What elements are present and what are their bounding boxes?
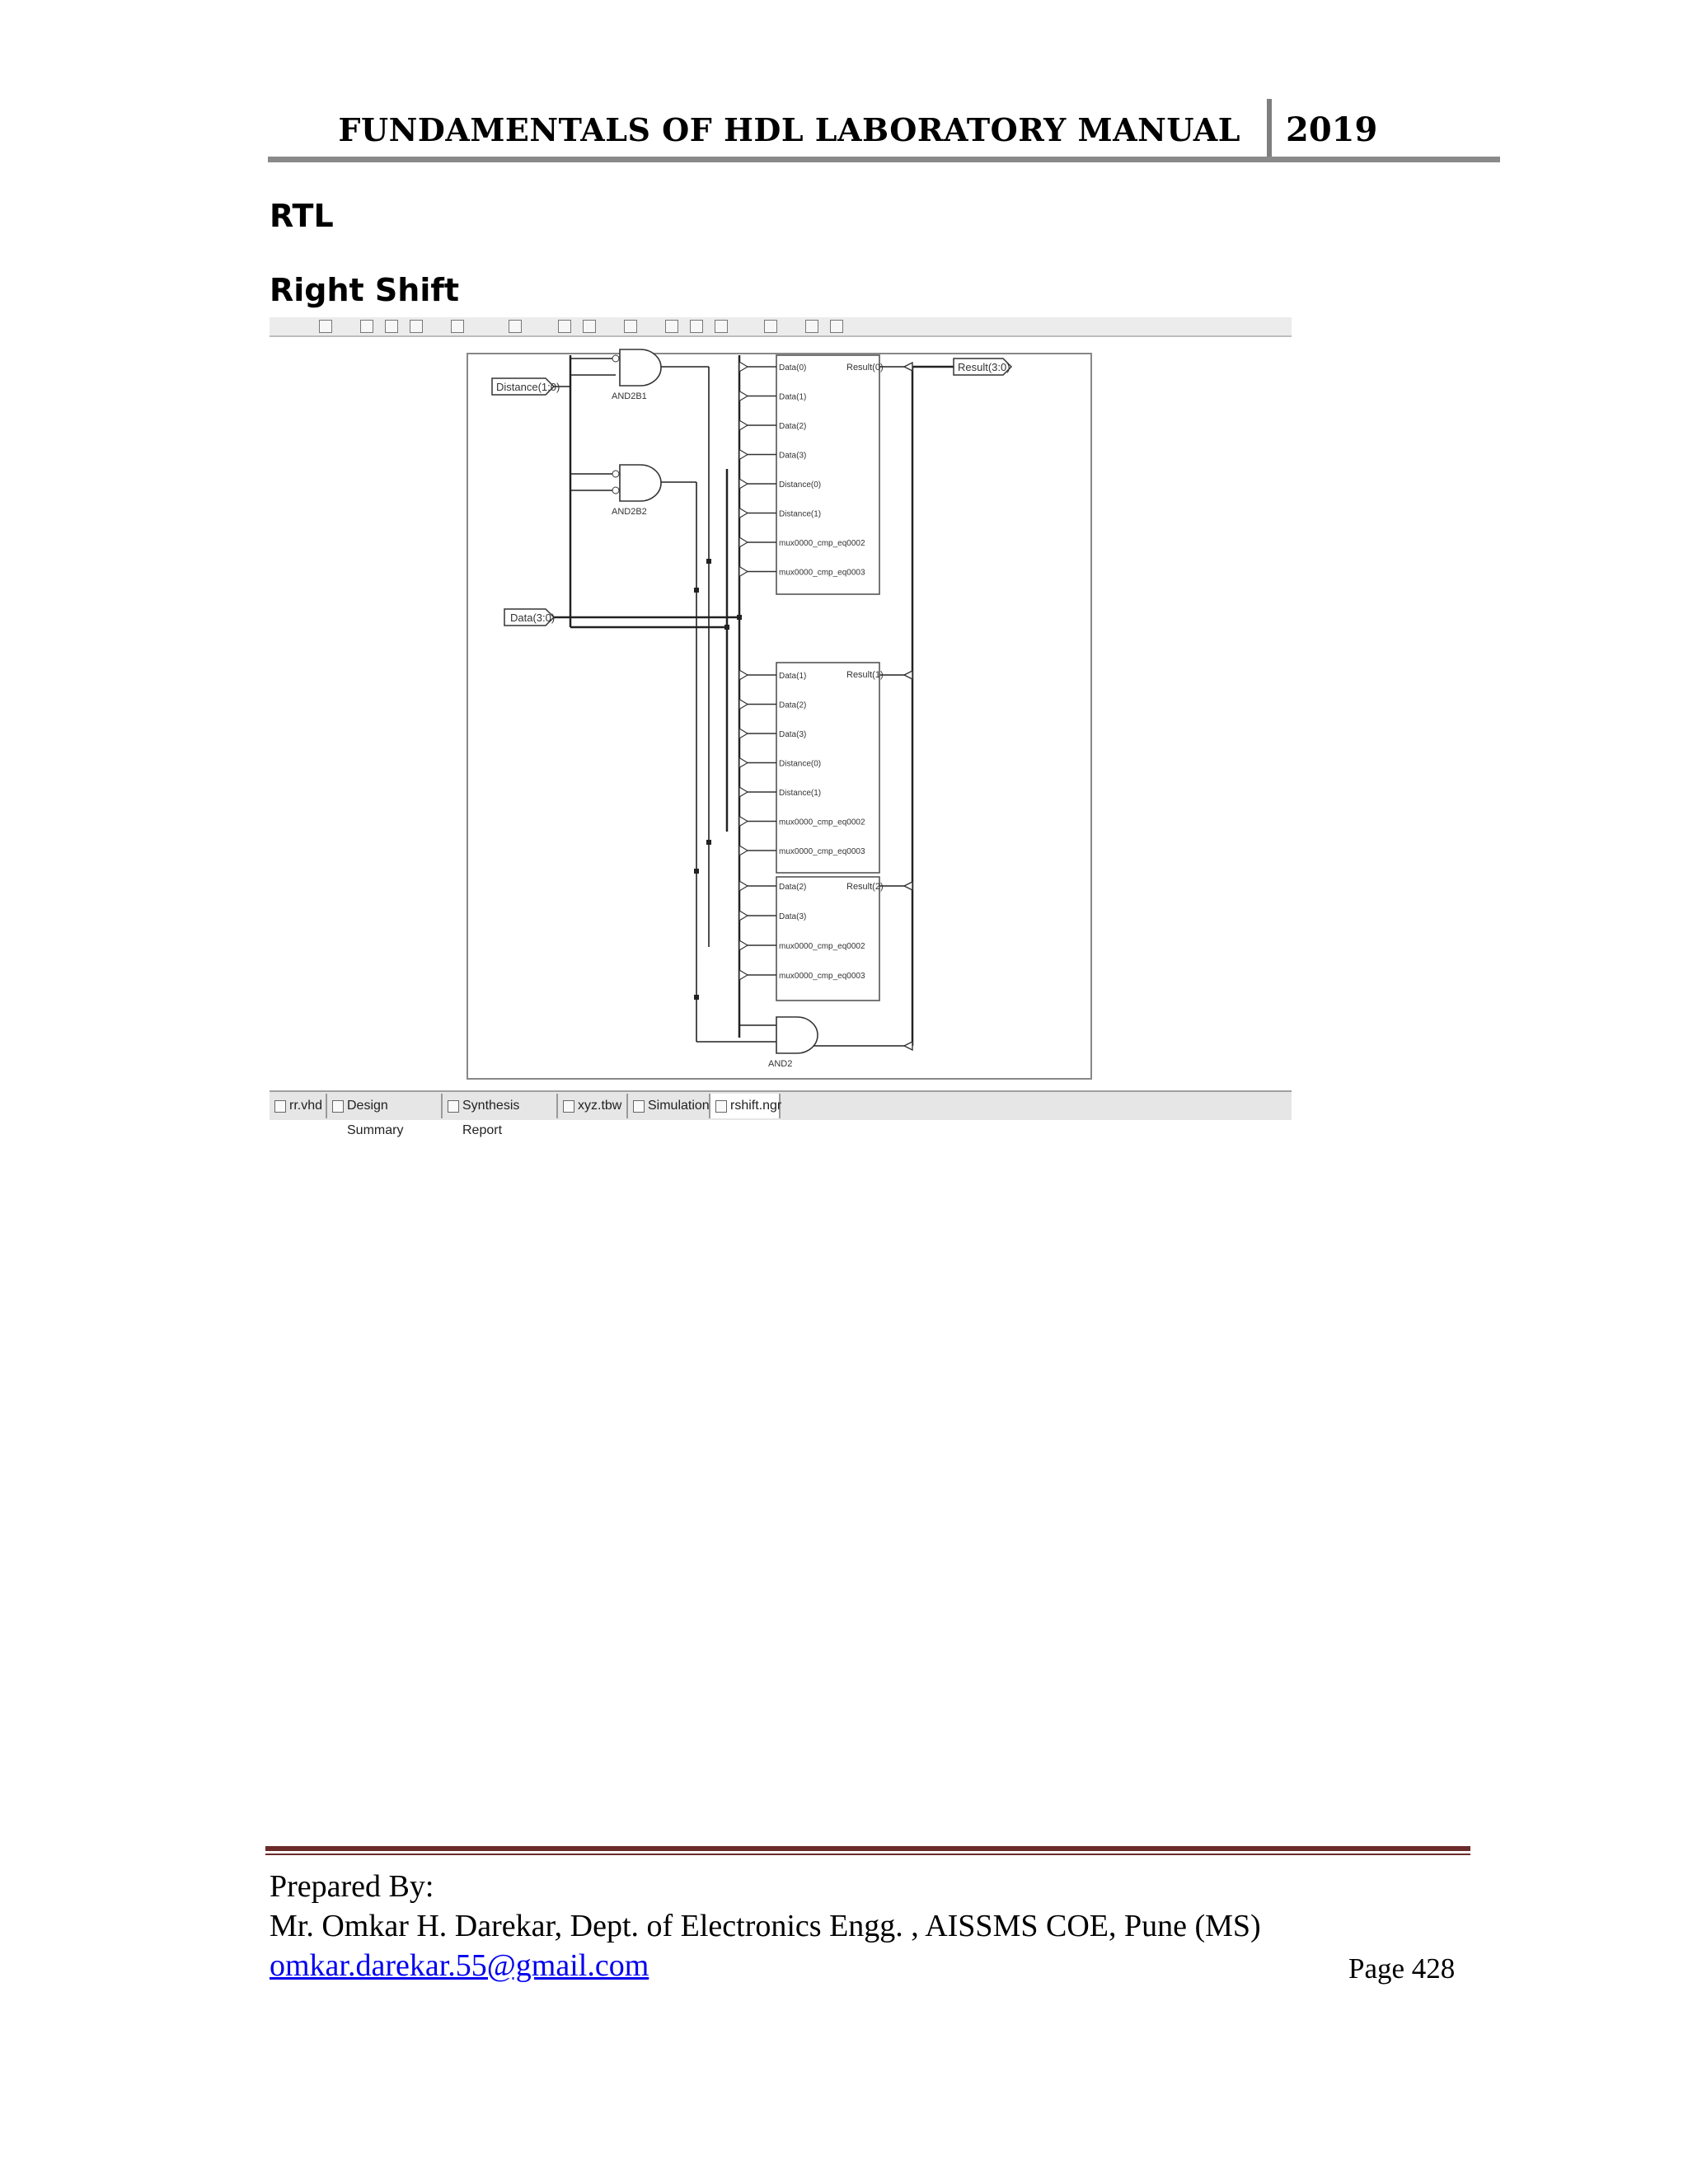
toolbar-print-icon[interactable] xyxy=(558,320,571,333)
tab-rshift-ngr[interactable]: rshift.ngr xyxy=(710,1094,781,1118)
section-heading: RTL xyxy=(270,198,334,234)
mux-input-label: Distance(0) xyxy=(779,759,822,769)
mux-input-label: Data(1) xyxy=(779,672,807,681)
summary-icon xyxy=(332,1100,344,1113)
vhd-file-icon xyxy=(274,1100,286,1113)
page-header xyxy=(268,105,1500,155)
toolbar-forward-icon[interactable] xyxy=(805,320,818,333)
result-port xyxy=(954,359,1011,375)
header-year: 2019 xyxy=(1286,110,1378,149)
mux1-output-label: Result(1) xyxy=(846,670,884,680)
mux-input-label: mux0000_cmp_eq0002 xyxy=(779,942,865,951)
toolbar-help-icon[interactable] xyxy=(830,320,843,333)
footer-rule xyxy=(265,1846,1470,1851)
result-port-label: Result(3:0) xyxy=(958,361,1010,373)
mux-input-label: mux0000_cmp_eq0003 xyxy=(779,568,865,578)
mux-input-label: mux0000_cmp_eq0003 xyxy=(779,972,865,981)
toolbar-paste-icon[interactable] xyxy=(690,320,703,333)
report-icon xyxy=(448,1100,459,1113)
author-line: Mr. Omkar H. Darekar, Dept. of Electronics Engg. , AISSMS COE, Pune (MS) xyxy=(270,1909,1261,1943)
toolbar-fit-icon[interactable] xyxy=(360,320,373,333)
header-separator xyxy=(1267,99,1272,161)
manual-title: FUNDAMENTALS OF HDL LABORATORY MANUAL xyxy=(338,111,1240,148)
page-number: Page 428 xyxy=(1348,1952,1456,1985)
mux2-output-label: Result(2) xyxy=(846,882,884,892)
toolbar-select-icon[interactable] xyxy=(385,320,398,333)
tab-simulation[interactable]: Simulation xyxy=(628,1094,710,1118)
toolbar-undo-icon[interactable] xyxy=(451,320,464,333)
sub-heading: Right Shift xyxy=(270,272,460,308)
data-port xyxy=(504,609,555,626)
mux-input-label: Data(2) xyxy=(779,701,807,710)
mux-input-label: mux0000_cmp_eq0003 xyxy=(779,847,865,856)
rtl-schematic xyxy=(270,337,1292,1089)
schematic-toolbar xyxy=(270,317,1292,337)
waveform-file-icon xyxy=(563,1100,574,1113)
mux-input-label: Distance(0) xyxy=(779,480,822,490)
prepared-by: Prepared By: xyxy=(270,1869,434,1904)
toolbar-find-icon[interactable] xyxy=(715,320,728,333)
mux-input-label: Data(3) xyxy=(779,451,807,461)
tab-rr-vhd[interactable]: rr.vhd xyxy=(270,1094,327,1118)
distance-port xyxy=(492,378,560,395)
toolbar-back-icon[interactable] xyxy=(764,320,777,333)
mux-input-label: mux0000_cmp_eq0002 xyxy=(779,539,865,548)
and2-label: AND2 xyxy=(768,1059,793,1069)
tab-xyz-tbw[interactable]: xyz.tbw xyxy=(558,1094,628,1118)
editor-tab-bar xyxy=(270,1090,1292,1137)
mux-input-label: Distance(1) xyxy=(779,789,822,798)
data-port-label: Data(3:0) xyxy=(510,612,556,624)
mux-input-label: Data(0) xyxy=(779,363,807,373)
simulation-icon xyxy=(633,1100,645,1113)
tab-design-summary[interactable]: Design Summary xyxy=(327,1094,443,1118)
distance-port-label: Distance(1:0) xyxy=(496,381,560,393)
toolbar-cut-icon[interactable] xyxy=(624,320,637,333)
mux-input-label: Data(2) xyxy=(779,422,807,431)
toolbar-redo-icon[interactable] xyxy=(509,320,522,333)
toolbar-pan-icon[interactable] xyxy=(410,320,423,333)
mux-input-label: Data(1) xyxy=(779,392,807,402)
rtl-schematic-screenshot xyxy=(270,317,1292,1137)
schematic-file-icon xyxy=(715,1100,727,1113)
footer-rule-thin xyxy=(265,1854,1470,1855)
and2b1-label: AND2B1 xyxy=(612,391,647,401)
mux-input-label: Data(3) xyxy=(779,912,807,921)
header-rule xyxy=(268,157,1500,162)
and2b2-label: AND2B2 xyxy=(612,507,647,517)
mux0-output-label: Result(0) xyxy=(846,363,884,373)
toolbar-copy-icon[interactable] xyxy=(665,320,678,333)
mux-input-label: Data(3) xyxy=(779,730,807,739)
toolbar-zoom-icon[interactable] xyxy=(319,320,332,333)
tab-synthesis-report[interactable]: Synthesis Report xyxy=(443,1094,558,1118)
mux-input-label: Data(2) xyxy=(779,883,807,892)
toolbar-save-icon[interactable] xyxy=(583,320,596,333)
mux-input-label: Distance(1) xyxy=(779,509,822,519)
author-email-link[interactable]: omkar.darekar.55@gmail.com xyxy=(270,1948,649,1983)
mux-input-label: mux0000_cmp_eq0002 xyxy=(779,818,865,827)
